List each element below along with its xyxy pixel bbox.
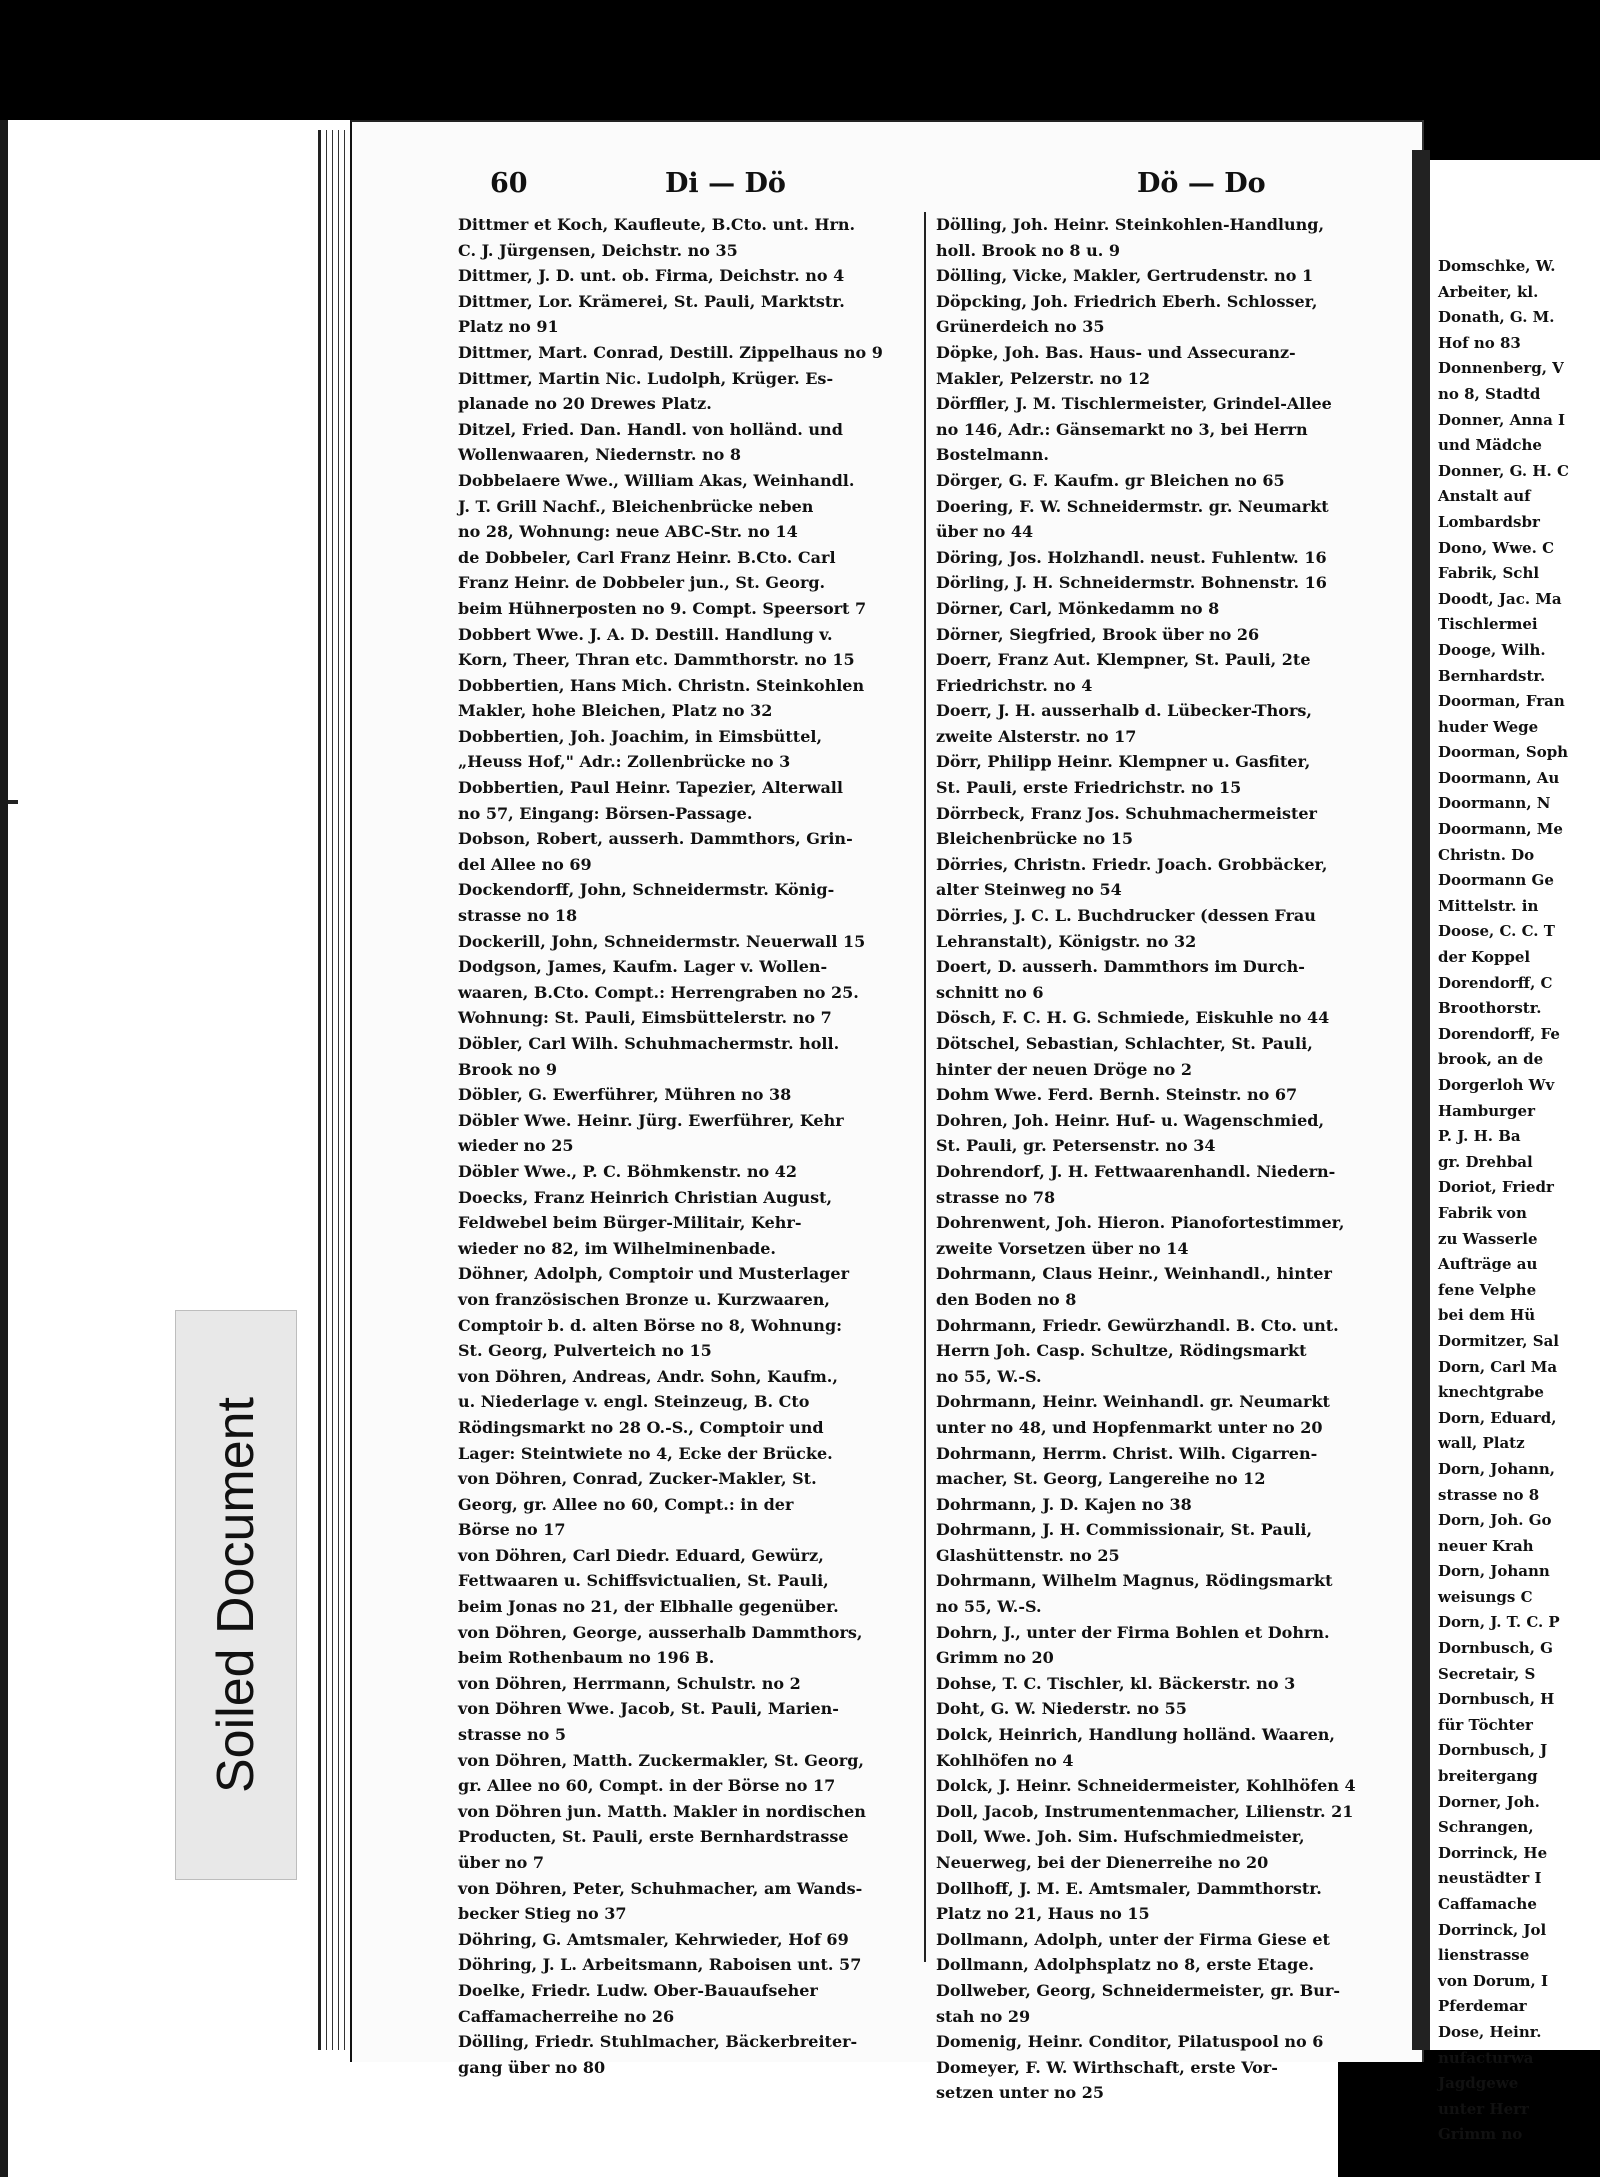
margin-mark xyxy=(8,800,18,804)
directory-entry-line: Pferdemar xyxy=(1438,1997,1527,2016)
directory-entry-line: Dörner, Siegfried, Brook über no 26 xyxy=(936,624,1260,644)
directory-entry-line: hinter der neuen Dröge no 2 xyxy=(936,1059,1193,1079)
directory-entry-line: Aufträge au xyxy=(1438,1255,1538,1274)
directory-entry-line: Doorman, Fran xyxy=(1438,692,1565,711)
directory-entry-line: no 55, W.-S. xyxy=(936,1366,1042,1386)
directory-entry-line: P. J. H. Ba xyxy=(1438,1127,1521,1146)
directory-entry-line: Dorgerloh Wv xyxy=(1438,1076,1555,1094)
directory-entry-line: Grimm no xyxy=(1438,2125,1523,2144)
directory-entry-line: no 8, Stadtd xyxy=(1438,384,1541,403)
directory-entry-line: Doormann Ge xyxy=(1438,871,1554,890)
directory-entry-line: den Boden no 8 xyxy=(936,1289,1077,1309)
directory-entry-line: Dohrn, J., unter der Firma Bohlen et Dohrn. xyxy=(936,1622,1330,1642)
directory-entry-line: no 57, Eingang: Börsen-Passage. xyxy=(458,803,753,823)
directory-entry-line: Döbler, G. Ewerführer, Mühren no 38 xyxy=(458,1085,792,1105)
directory-entry-line: von Döhren Wwe. Jacob, St. Pauli, Marien- xyxy=(458,1699,839,1719)
directory-entry-line: Jagdgewe xyxy=(1438,2074,1519,2093)
directory-entry-line: Dolck, J. Heinr. Schneidermeister, Kohlhöfen 4 xyxy=(936,1776,1356,1796)
directory-entry-line: Secretair, S xyxy=(1438,1664,1536,1683)
directory-entry-line: Börse no 17 xyxy=(458,1520,566,1540)
directory-entry-line: von Döhren, Carl Diedr. Eduard, Gewürz, xyxy=(458,1545,824,1565)
directory-entry-line: Dittmer, Lor. Krämerei, St. Pauli, Marktstr. xyxy=(458,291,845,311)
directory-entry-line: Doht, G. W. Niederstr. no 55 xyxy=(936,1699,1187,1719)
page-number: 60 xyxy=(490,168,528,199)
directory-entry-line: Dötschel, Sebastian, Schlachter, St. Pauli, xyxy=(936,1034,1313,1053)
directory-entry-line: Fabrik, Schl xyxy=(1438,564,1540,583)
directory-entry-line: Dohse, T. C. Tischler, kl. Bäckerstr. no 3 xyxy=(936,1673,1296,1693)
directory-entry-line: Dörr, Philipp Heinr. Klempner u. Gasfiter, xyxy=(936,752,1311,772)
directory-entry-line: Dollmann, Adolphsplatz no 8, erste Etage. xyxy=(936,1955,1315,1975)
directory-entry-line: beim Jonas no 21, der Elbhalle gegenüber. xyxy=(458,1597,839,1617)
directory-entry-line: Dölling, Joh. Heinr. Steinkohlen-Handlung, xyxy=(936,215,1325,234)
directory-entry-line: Döpcking, Joh. Friedrich Eberh. Schlosser, xyxy=(936,291,1318,311)
directory-entry-line: Fabrik von xyxy=(1438,1203,1527,1222)
directory-entry-line: Rödingsmarkt no 28 O.-S., Comptoir und xyxy=(458,1417,824,1437)
directory-entry-line: Donner, Anna I xyxy=(1438,410,1566,429)
directory-entry-line: Dormitzer, Sal xyxy=(1438,1331,1559,1350)
directory-entry-line: Bostelmann. xyxy=(936,445,1049,465)
directory-entry-line: gr. Allee no 60, Compt. in der Börse no 17 xyxy=(458,1776,836,1796)
directory-entry-line: von Döhren, George, ausserhalb Dammthors, xyxy=(458,1622,863,1642)
directory-entry-line: Döring, Jos. Holzhandl. neust. Fuhlentw. 16 xyxy=(936,547,1327,567)
directory-entry-line: Dodgson, James, Kaufm. Lager v. Wollen- xyxy=(458,957,828,977)
directory-entry-line: Dockendorff, John, Schneidermstr. König- xyxy=(458,880,835,900)
directory-entry-line: Lager: Steintwiete no 4, Ecke der Brücke. xyxy=(458,1443,833,1463)
directory-entry-line: no 28, Wohnung: neue ABC-Str. no 14 xyxy=(458,522,798,542)
directory-entry-line: Doose, C. C. T xyxy=(1438,922,1555,941)
directory-entry-line: Dohrmann, J. D. Kajen no 38 xyxy=(936,1494,1192,1514)
directory-entry-line: Dollmann, Adolph, unter der Firma Giese et xyxy=(936,1929,1330,1949)
directory-entry-line: macher, St. Georg, Langereihe no 12 xyxy=(936,1469,1266,1489)
directory-entry-line: Wohnung: St. Pauli, Eimsbüttelerstr. no 7 xyxy=(458,1008,832,1028)
directory-entry-line: Dockerill, John, Schneidermstr. Neuerwall 15 xyxy=(458,931,866,951)
directory-entry-line: der Koppel xyxy=(1438,948,1531,967)
directory-entry-line: Dohrmann, Wilhelm Magnus, Rödingsmarkt xyxy=(936,1571,1333,1591)
directory-entry-line: Dose, Heinr. xyxy=(1438,2022,1542,2041)
column-divider xyxy=(924,212,926,1962)
directory-entry-line: Bleichenbrücke no 15 xyxy=(936,829,1134,849)
directory-entry-line: Hof no 83 xyxy=(1438,333,1521,352)
directory-entry-line: gr. Drehbal xyxy=(1438,1152,1533,1171)
directory-entry-line: Platz no 21, Haus no 15 xyxy=(936,1904,1150,1924)
directory-entry-line: Dohrmann, Heinr. Weinhandl. gr. Neumarkt xyxy=(936,1392,1330,1412)
directory-entry-line: zweite Vorsetzen über no 14 xyxy=(936,1238,1189,1258)
directory-entry-line: St. Pauli, gr. Petersenstr. no 34 xyxy=(936,1136,1216,1156)
directory-entry-line: Doering, F. W. Schneidermstr. gr. Neumarkt xyxy=(936,496,1329,516)
directory-entry-line: unter Herr xyxy=(1438,2099,1529,2118)
directory-entry-line: Doormann, Me xyxy=(1438,820,1563,839)
directory-entry-line: nufacturwa xyxy=(1438,2048,1534,2067)
directory-entry-line: del Allee no 69 xyxy=(458,854,592,874)
directory-entry-line: Dörries, J. C. L. Buchdrucker (dessen Frau xyxy=(936,906,1316,926)
stamp-label: Soiled Document xyxy=(207,1397,265,1793)
directory-entry-line: von Döhren, Andreas, Andr. Sohn, Kaufm., xyxy=(458,1366,838,1386)
scan-left-edge xyxy=(0,120,8,2177)
running-header-left: Di — Dö xyxy=(665,168,786,199)
directory-entry-line: Arbeiter, kl. xyxy=(1438,282,1539,301)
directory-entry-line: Doormann, Au xyxy=(1438,768,1560,787)
directory-entry-line: Döhring, J. L. Arbeitsmann, Raboisen unt. 57 xyxy=(458,1955,862,1975)
directory-entry-line: Dorendorff, C xyxy=(1438,973,1553,992)
directory-entry-line: Dobbertien, Paul Heinr. Tapezier, Alterwall xyxy=(458,778,843,798)
directory-entry-line: und Mädche xyxy=(1438,436,1542,455)
directory-entry-line: planade no 20 Drewes Platz. xyxy=(458,394,712,414)
directory-entry-line: Dornbusch, H xyxy=(1438,1690,1555,1709)
directory-entry-line: von Döhren jun. Matth. Makler in nordischen xyxy=(458,1801,866,1821)
directory-entry-line: strasse no 5 xyxy=(458,1725,566,1745)
directory-entry-line: Hamburger xyxy=(1438,1101,1535,1120)
directory-entry-line: waaren, B.Cto. Compt.: Herrengraben no 25. xyxy=(458,982,859,1002)
directory-entry-line: Christn. Do xyxy=(1438,845,1535,864)
directory-entry-line: von Döhren, Matth. Zuckermakler, St. Georg, xyxy=(458,1750,864,1770)
directory-entry-line: strasse no 78 xyxy=(936,1187,1056,1207)
directory-entry-line: Neuerweg, bei der Dienerreihe no 20 xyxy=(936,1853,1269,1872)
directory-entry-line: von Döhren, Herrmann, Schulstr. no 2 xyxy=(458,1673,801,1693)
directory-entry-line: Doelke, Friedr. Ludw. Ober-Bauaufseher xyxy=(458,1980,818,2000)
soiled-document-stamp xyxy=(175,1310,297,1880)
directory-entry-line: Doorman, Soph xyxy=(1438,743,1569,762)
directory-entry-line: Dobbertien, Hans Mich. Christn. Steinkohlen xyxy=(458,675,865,695)
directory-entry-line: schnitt no 6 xyxy=(936,982,1044,1002)
directory-entry-line: Dorn, Johann xyxy=(1438,1562,1550,1581)
directory-entry-line: Dolck, Heinrich, Handlung holländ. Waaren, xyxy=(936,1725,1335,1745)
directory-entry-line: Doriot, Friedr xyxy=(1438,1178,1554,1197)
directory-entry-line: Feldwebel beim Bürger-Militair, Kehr- xyxy=(458,1213,802,1233)
directory-entry-line: St. Georg, Pulverteich no 15 xyxy=(458,1341,712,1361)
directory-entry-line: Lehranstalt), Königstr. no 32 xyxy=(936,931,1197,951)
directory-entry-line: wall, Platz xyxy=(1438,1434,1525,1453)
directory-entry-line: Grünerdeich no 35 xyxy=(936,317,1105,337)
directory-entry-line: holl. Brook no 8 u. 9 xyxy=(936,240,1121,260)
directory-entry-line: Doll, Jacob, Instrumentenmacher, Lilienstr. 21 xyxy=(936,1801,1354,1821)
directory-entry-line: no 146, Adr.: Gänsemarkt no 3, bei Herrn xyxy=(936,419,1308,439)
directory-entry-line: huder Wege xyxy=(1438,717,1539,736)
directory-entry-line: Dohrmann, Herrm. Christ. Wilh. Cigarren- xyxy=(936,1443,1318,1463)
directory-entry-line: Fettwaaren u. Schiffsvictualien, St. Pauli, xyxy=(458,1571,829,1591)
directory-entry-line: Comptoir b. d. alten Börse no 8, Wohnung: xyxy=(458,1315,843,1335)
directory-entry-line: wieder no 25 xyxy=(458,1136,574,1156)
directory-entry-line: Platz no 91 xyxy=(458,317,559,337)
next-page-entries xyxy=(1430,254,1569,2148)
directory-entry-line: Grimm no 20 xyxy=(936,1648,1054,1668)
next-page-fragment xyxy=(1430,160,1600,2144)
directory-entry-line: Dohrmann, Claus Heinr., Weinhandl., hinter xyxy=(936,1264,1332,1284)
directory-entry-line: Doerr, Franz Aut. Klempner, St. Pauli, 2te xyxy=(936,650,1311,670)
directory-entry-line: Broothorstr. xyxy=(1438,999,1542,1018)
directory-entry-line: Dohren, Joh. Heinr. Huf- u. Wagenschmied, xyxy=(936,1110,1325,1130)
directory-entry-line: Dobbelaere Wwe., William Akas, Weinhandl. xyxy=(458,470,855,490)
directory-entry-line: von Dorum, I xyxy=(1438,1971,1549,1990)
directory-entry-line: Dösch, F. C. H. G. Schmiede, Eiskuhle no 44 xyxy=(936,1008,1330,1028)
directory-entry-line: Dorn, Johann, xyxy=(1438,1459,1556,1478)
directory-entry-line: stah no 29 xyxy=(936,2006,1031,2026)
directory-entry-line: Döhring, G. Amtsmaler, Kehrwieder, Hof 69 xyxy=(458,1929,849,1949)
book-gutter xyxy=(1412,150,1430,2050)
directory-entry-line: Dohrmann, J. H. Commissionair, St. Pauli, xyxy=(936,1520,1313,1540)
directory-column-right xyxy=(936,212,1382,2106)
directory-entry-line: Dorrinck, Jol xyxy=(1438,1920,1547,1939)
directory-entry-line: lienstrasse xyxy=(1438,1946,1530,1965)
directory-entry-line: J. T. Grill Nachf., Bleichenbrücke neben xyxy=(458,496,814,516)
directory-entry-line: „Heuss Hof," Adr.: Zollenbrücke no 3 xyxy=(458,752,791,772)
directory-entry-line: Doerr, J. H. ausserhalb d. Lübecker-Thors, xyxy=(936,701,1312,721)
directory-entry-line: Caffamache xyxy=(1438,1895,1537,1913)
directory-entry-line: Dobbert Wwe. J. A. D. Destill. Handlung v. xyxy=(458,624,833,644)
directory-entry-line: Makler, Pelzerstr. no 12 xyxy=(936,368,1151,388)
directory-entry-line: zu Wasserle xyxy=(1438,1229,1538,1248)
directory-entry-line: Glashüttenstr. no 25 xyxy=(936,1545,1120,1565)
directory-entry-line: Doert, D. ausserh. Dammthors im Durch- xyxy=(936,957,1305,977)
directory-entry-line: Donnenberg, V xyxy=(1438,359,1564,378)
directory-entry-line: Bernhardstr. xyxy=(1438,666,1546,685)
directory-entry-line: Brook no 9 xyxy=(458,1059,557,1079)
directory-entry-line: wieder no 82, im Wilhelminenbade. xyxy=(458,1238,776,1258)
directory-entry-line: Dittmer, J. D. unt. ob. Firma, Deichstr. no 4 xyxy=(458,266,845,286)
directory-entry-line: fene Velphe xyxy=(1438,1280,1537,1299)
directory-entry-line: Doecks, Franz Heinrich Christian August, xyxy=(458,1187,833,1207)
directory-entry-line: Korn, Theer, Thran etc. Dammthorstr. no 15 xyxy=(458,650,855,670)
directory-entry-line: Dittmer et Koch, Kaufleute, B.Cto. unt. Hrn. xyxy=(458,215,856,234)
directory-entry-line: neuer Krah xyxy=(1438,1536,1534,1555)
directory-entry-line: von Döhren, Peter, Schuhmacher, am Wands- xyxy=(458,1878,863,1898)
directory-entry-line: Dörffler, J. M. Tischlermeister, Grindel-Allee xyxy=(936,394,1332,414)
directory-entry-line: St. Pauli, erste Friedrichstr. no 15 xyxy=(936,778,1242,798)
directory-entry-line: Dörner, Carl, Mönkedamm no 8 xyxy=(936,598,1220,618)
directory-entry-line: von französischen Bronze u. Kurzwaaren, xyxy=(458,1289,830,1309)
directory-entry-line: strasse no 8 xyxy=(1438,1485,1540,1504)
directory-entry-line: beim Rothenbaum no 196 B. xyxy=(458,1648,715,1668)
directory-entry-line: Friedrichstr. no 4 xyxy=(936,675,1093,695)
directory-entry-line: Dollhoff, J. M. E. Amtsmaler, Dammthorstr. xyxy=(936,1878,1322,1898)
directory-entry-line: Doll, Wwe. Joh. Sim. Hufschmiedmeister, xyxy=(936,1827,1305,1847)
directory-entry-line: breitergang xyxy=(1438,1767,1538,1786)
directory-entry-line: neustädter I xyxy=(1438,1869,1542,1888)
directory-entry-line: Domenig, Heinr. Conditor, Pilatuspool no 6 xyxy=(936,2032,1324,2052)
directory-entry-line: Lombardsbr xyxy=(1438,512,1540,531)
directory-entry-line: Dölling, Friedr. Stuhlmacher, Bäckerbreiter- xyxy=(458,2032,858,2052)
directory-entry-line: becker Stieg no 37 xyxy=(458,1904,627,1924)
directory-entry-line: Schrangen, xyxy=(1438,1818,1534,1837)
directory-entry-line: strasse no 18 xyxy=(458,906,578,926)
directory-entry-line: no 55, W.-S. xyxy=(936,1597,1042,1617)
directory-entry-line: Anstalt auf xyxy=(1438,487,1531,506)
directory-entry-line: Donath, G. M. xyxy=(1438,308,1555,327)
directory-entry-line: Dörrbeck, Franz Jos. Schuhmachermeister xyxy=(936,803,1317,823)
directory-entry-line: Dittmer, Mart. Conrad, Destill. Zippelhaus no 9 xyxy=(458,342,883,362)
directory-entry-line: Domschke, W. xyxy=(1438,257,1556,275)
directory-entry-line: Dörling, J. H. Schneidermstr. Bohnenstr. 16 xyxy=(936,573,1327,593)
directory-entry-line: Ditzel, Fried. Dan. Handl. von holländ. und xyxy=(458,419,843,439)
directory-entry-line: Dono, Wwe. C xyxy=(1438,538,1555,557)
directory-entry-line: de Dobbeler, Carl Franz Heinr. B.Cto. Carl xyxy=(458,547,836,567)
directory-entry-line: Dollweber, Georg, Schneidermeister, gr. Bur- xyxy=(936,1980,1341,2000)
directory-entry-line: Dorn, J. T. C. P xyxy=(1438,1613,1560,1632)
directory-column-left xyxy=(458,212,923,2080)
directory-entry-line: Dorendorff, Fe xyxy=(1438,1024,1560,1043)
directory-entry-line: Mittelstr. in xyxy=(1438,896,1539,915)
directory-entry-line: Dorner, Joh. xyxy=(1438,1792,1540,1811)
directory-entry-line: weisungs C xyxy=(1438,1587,1533,1606)
directory-entry-line: Franz Heinr. de Dobbeler jun., St. Georg. xyxy=(458,573,826,593)
directory-entry-line: alter Steinweg no 54 xyxy=(936,880,1122,900)
directory-entry-line: bei dem Hü xyxy=(1438,1306,1536,1325)
directory-entry-line: setzen unter no 25 xyxy=(936,2083,1105,2103)
directory-entry-line: Herrn Joh. Casp. Schultze, Rödingsmarkt xyxy=(936,1341,1307,1361)
directory-entry-line: Dörries, Christn. Friedr. Joach. Grobbäcker, xyxy=(936,854,1328,874)
directory-entry-line: Dorn, Eduard, xyxy=(1438,1408,1557,1427)
directory-entry-line: gang über no 80 xyxy=(458,2057,606,2077)
directory-entry-line: C. J. Jürgensen, Deichstr. no 35 xyxy=(458,240,738,260)
directory-entry-line: über no 44 xyxy=(936,522,1034,542)
directory-entry-line: Döpke, Joh. Bas. Haus- und Assecuranz- xyxy=(936,342,1296,362)
directory-entry-line: Döbler Wwe., P. C. Böhmkenstr. no 42 xyxy=(458,1161,798,1181)
directory-entry-line: Dobson, Robert, ausserh. Dammthors, Grin- xyxy=(458,829,853,849)
directory-entry-line: u. Niederlage v. engl. Steinzeug, B. Cto xyxy=(458,1392,810,1412)
directory-entry-line: beim Hühnerposten no 9. Compt. Speersort 7 xyxy=(458,598,867,618)
directory-entry-line: Kohlhöfen no 4 xyxy=(936,1750,1074,1770)
directory-entry-line: Dohm Wwe. Ferd. Bernh. Steinstr. no 67 xyxy=(936,1085,1298,1105)
directory-entry-line: Makler, hohe Bleichen, Platz no 32 xyxy=(458,701,773,721)
running-header-right: Dö — Do xyxy=(1137,168,1266,199)
directory-entry-line: Caffamacherreihe no 26 xyxy=(458,2006,675,2026)
directory-entry-line: Producten, St. Pauli, erste Bernhardstrasse xyxy=(458,1827,849,1847)
directory-entry-line: Dittmer, Martin Nic. Ludolph, Krüger. Es- xyxy=(458,368,834,388)
directory-entry-line: Domeyer, F. W. Wirthschaft, erste Vor- xyxy=(936,2057,1278,2077)
directory-entry-line: zweite Alsterstr. no 17 xyxy=(936,726,1137,746)
directory-entry-line: knechtgrabe xyxy=(1438,1383,1544,1402)
directory-entry-line: Doormann, N xyxy=(1438,794,1551,813)
directory-entry-line: Doodt, Jac. Ma xyxy=(1438,589,1562,608)
directory-entry-line: Tischlermei xyxy=(1438,615,1538,634)
directory-entry-line: Dorn, Carl Ma xyxy=(1438,1357,1558,1376)
directory-entry-line: von Döhren, Conrad, Zucker-Makler, St. xyxy=(458,1469,817,1489)
directory-entry-line: Döbler, Carl Wilh. Schuhmachermstr. holl. xyxy=(458,1034,840,1053)
directory-entry-line: Dornbusch, J xyxy=(1438,1741,1548,1760)
directory-entry-line: Dörger, G. F. Kaufm. gr Bleichen no 65 xyxy=(936,470,1285,490)
directory-entry-line: Dorn, Joh. Go xyxy=(1438,1511,1552,1530)
directory-entry-line: Georg, gr. Allee no 60, Compt.: in der xyxy=(458,1494,794,1514)
directory-entry-line: Dornbusch, G xyxy=(1438,1639,1553,1658)
directory-entry-line: Dohrmann, Friedr. Gewürzhandl. B. Cto. unt. xyxy=(936,1315,1339,1335)
directory-entry-line: brook, an de xyxy=(1438,1050,1544,1069)
directory-entry-line: Dohrenwent, Joh. Hieron. Pianofortestimmer, xyxy=(936,1213,1345,1233)
directory-entry-line: für Töchter xyxy=(1438,1715,1533,1734)
directory-entry-line: Dohrendorf, J. H. Fettwaarenhandl. Niedern- xyxy=(936,1161,1336,1181)
directory-entry-line: Wollenwaaren, Niedernstr. no 8 xyxy=(458,445,742,465)
directory-entry-line: Döbler Wwe. Heinr. Jürg. Ewerführer, Kehr xyxy=(458,1110,844,1130)
directory-entry-line: Donner, G. H. C xyxy=(1438,461,1569,480)
directory-entry-line: Döhner, Adolph, Comptoir und Musterlager xyxy=(458,1264,849,1284)
directory-entry-line: Dorrinck, He xyxy=(1438,1843,1548,1862)
directory-entry-line: unter no 48, und Hopfenmarkt unter no 20 xyxy=(936,1417,1323,1437)
directory-entry-line: über no 7 xyxy=(458,1853,545,1872)
directory-entry-line: Dooge, Wilh. xyxy=(1438,640,1546,659)
directory-entry-line: Dölling, Vicke, Makler, Gertrudenstr. no 1 xyxy=(936,266,1314,286)
directory-entry-line: Dobbertien, Joh. Joachim, in Eimsbüttel, xyxy=(458,726,823,746)
